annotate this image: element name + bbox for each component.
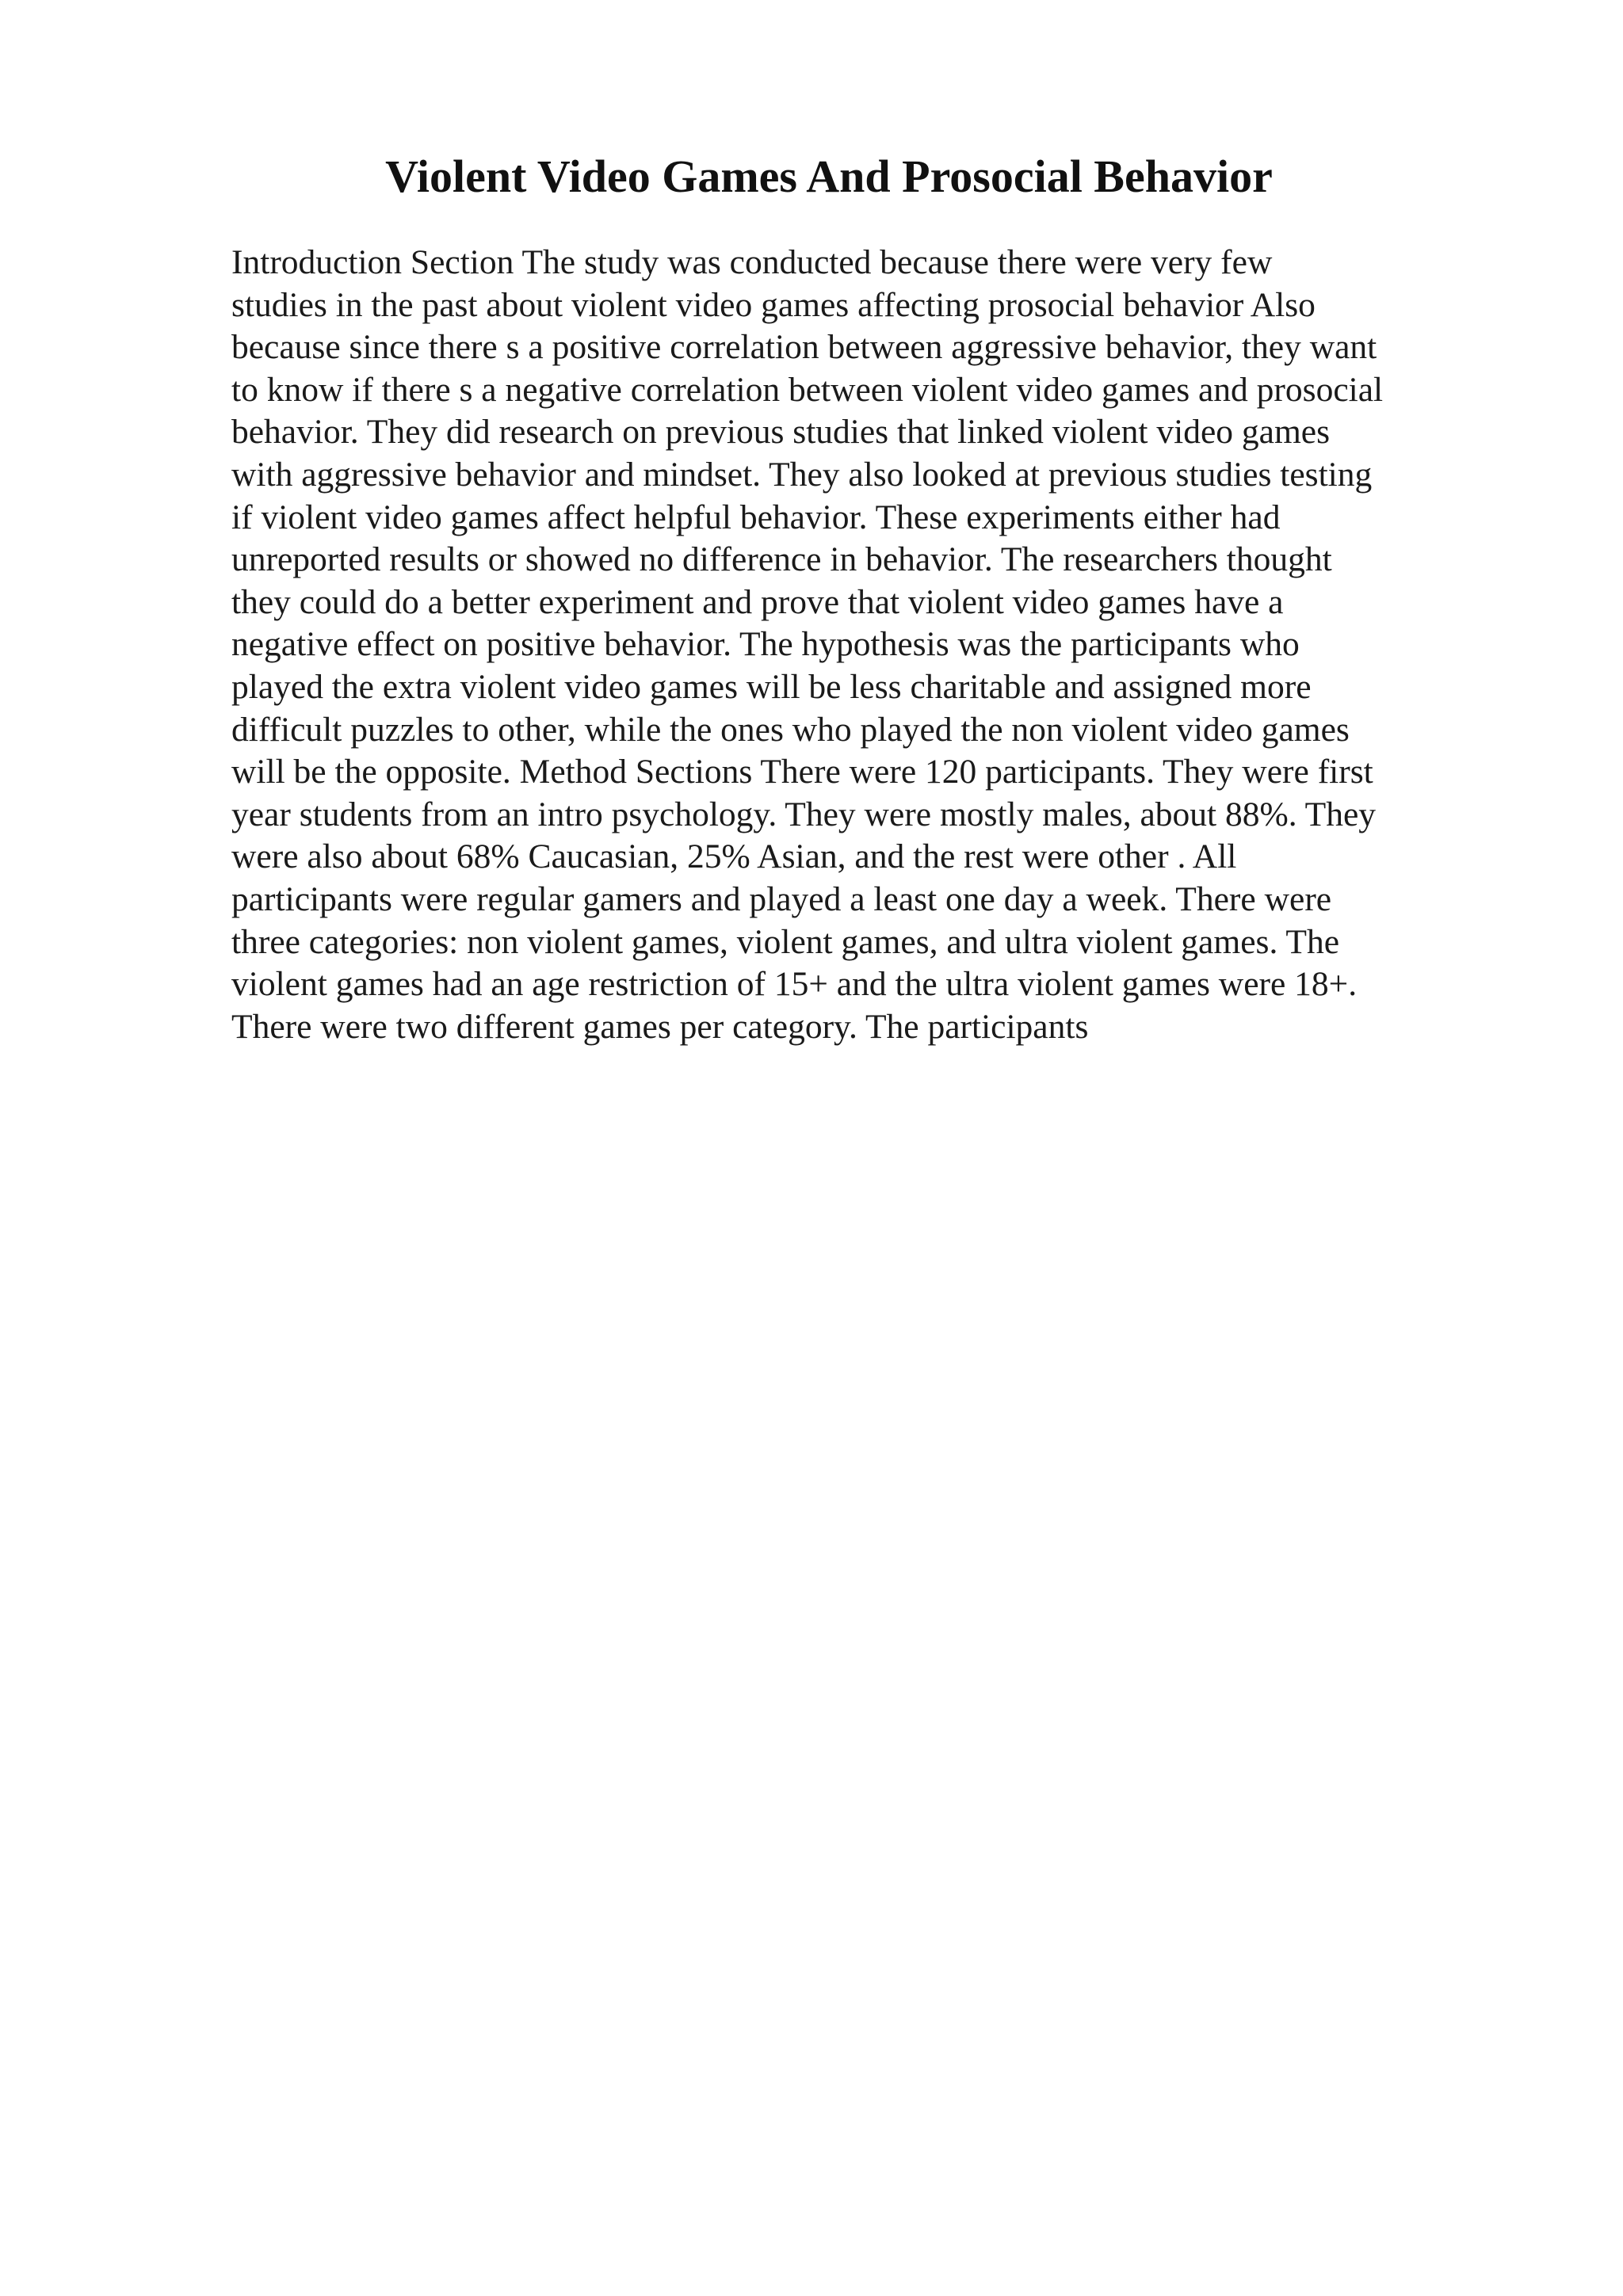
body-line: difficult puzzles to other, while the ones who played the non violent video games	[231, 710, 1350, 749]
body-line: unreported results or showed no difference in behavior. The researchers thought	[231, 540, 1332, 579]
body-line: they could do a better experiment and prove that violent video games have a	[231, 582, 1284, 621]
body-line: were also about 68% Caucasian, 25% Asian, and the rest were other . All	[231, 837, 1237, 876]
document-title: Violent Video Games And Prosocial Behavior	[385, 151, 1273, 202]
body-line: violent games had an age restriction of 15+ and the ultra violent games were 18+.	[231, 965, 1358, 1004]
body-line: behavior. They did research on previous studies that linked violent video games	[231, 413, 1331, 452]
body-line: studies in the past about violent video games affecting prosocial behavior Also	[231, 285, 1316, 324]
body-line: to know if there s a negative correlation between violent video games and prosocial	[231, 370, 1384, 409]
body-line: three categories: non violent games, violent games, and ultra violent games. The	[231, 922, 1340, 961]
body-line: negative effect on positive behavior. The hypothesis was the participants who	[231, 625, 1300, 664]
body-line: played the extra violent video games will be less charitable and assigned more	[231, 667, 1312, 706]
document-body	[231, 242, 1499, 1048]
body-line: Introduction Section The study was conducted because there were very few	[231, 243, 1273, 281]
body-line: participants were regular gamers and played a least one day a week. There were	[231, 879, 1332, 918]
body-line: There were two different games per category. The participants	[231, 1007, 1089, 1046]
body-line: because since there s a positive correlation between aggressive behavior, they want	[231, 328, 1377, 367]
body-line: will be the opposite. Method Sections There were 120 participants. They were first	[231, 753, 1373, 791]
body-line: if violent video games affect helpful behavior. These experiments either had	[231, 498, 1281, 536]
body-line: year students from an intro psychology. They were mostly males, about 88%. They	[231, 795, 1377, 833]
body-line: with aggressive behavior and mindset. They also looked at previous studies testing	[231, 455, 1373, 494]
